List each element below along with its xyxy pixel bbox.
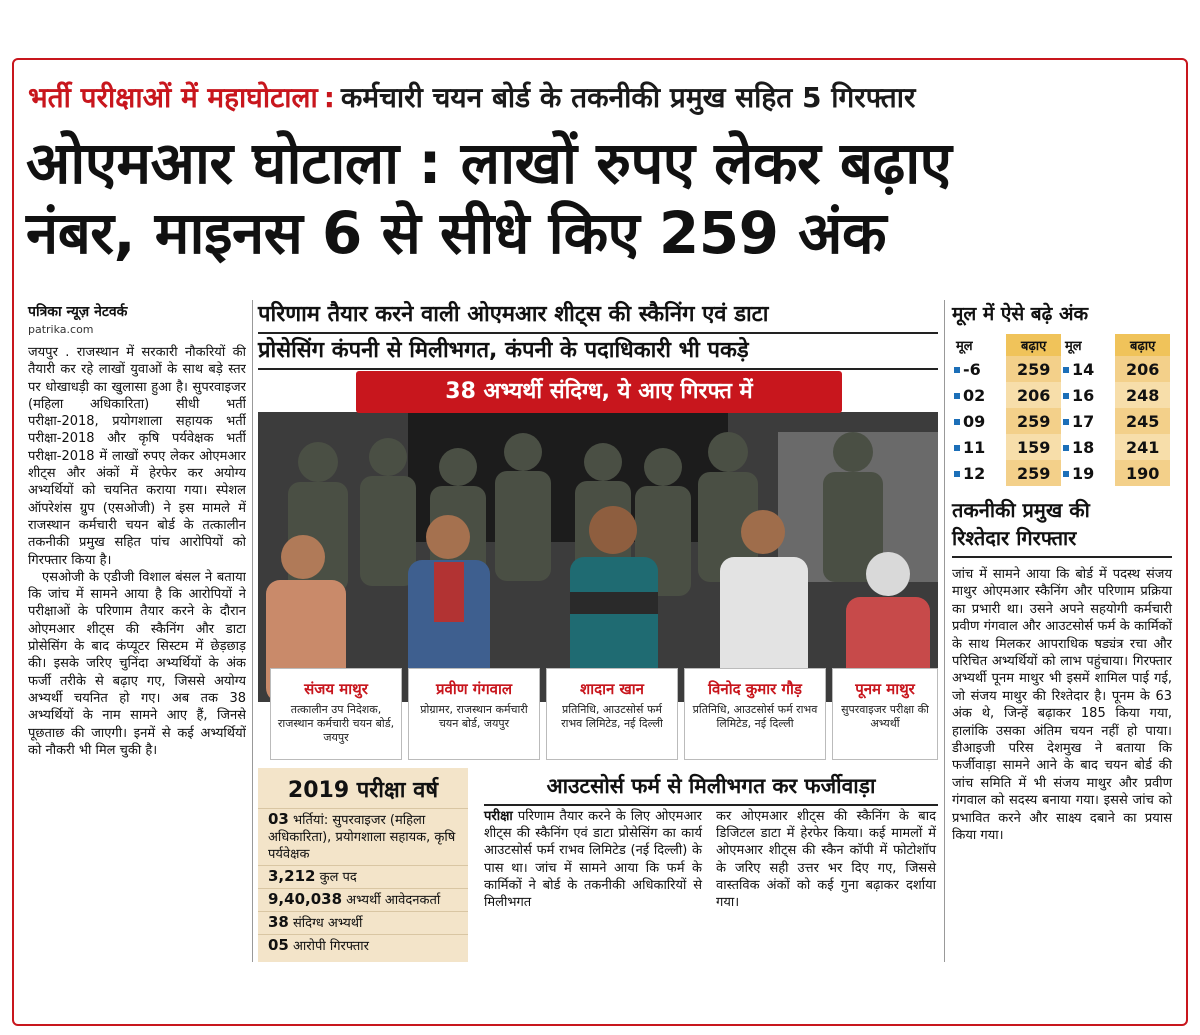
marks-original: 19: [1071, 463, 1095, 483]
marks-original: 12: [963, 463, 986, 483]
marks-increased: 241: [1115, 434, 1170, 460]
arrest-photo-illustration: [258, 412, 938, 702]
left-paragraph-1: जयपुर . राजस्थान में सरकारी नौकरियों की तैयारी कर रहे लाखों युवाओं के साथ बड़े स्तर पर धोखाधड़ी का खुलासा हुआ है। सुपरवाइजर (महिला अधिकारिता) सीधी भर्ती परीक्षा-2018, प्रयोगशाला सहायक भर्ती परीक्षा-2018 और कृषि पर्यवेक्षक भर्ती परीक्षा-2018 में लाखों रुपए लेकर ओएमआर शीट्स और अंकों में हेरफेर कर अयोग्य अभ्यर्थियों को चयनित कराया गया। स्पेशल ऑपरेशंस ग्रुप (एसओजी) ने इस मामले में राजस्थान कर्मचारी चयन बोर्ड के तत्कालीन तकनीकी प्रमुख सहित पांच आरोपियों को गिरफ्तार किया है।: [28, 345, 246, 568]
headline: [26, 128, 1176, 268]
bullet-icon: [954, 393, 960, 399]
right-column-title: [952, 496, 1172, 558]
marks-increased: 159: [1006, 434, 1061, 460]
right-column-body: जांच में सामने आया कि बोर्ड में पदस्थ संजय माथुर ओएमआर स्कैनिंग और परिणाम प्रक्रिया का प्रभारी था। उसने अपने सहयोगी कर्मचारी प्रवीण गंगवाल और आउटसोर्स फर्म के कार्मिकों के साथ मिलकर आपराधिक षड्यंत्र रचा और परिचित अभ्यर्थियों को लाभ पहुंचाया। गिरफ्तार अभ्यर्थी पूनम माथुर भी इसमें शामिल पाई गई, जो संजय माथुर की रिश्तेदार है। पूनम के 63 अंक थे, जिन्हें बढ़ाकर 185 किया गया, हालांकि उसका अंतिम चयन नहीं हो पाया। डीआइजी परिस देशमुख ने बताया कि फर्जीवाड़ा सामने आने के बाद चयन बोर्ड की जांच समिति में भी संजय माथुर और प्रवीण गंगवाल को सदस्य बनाया गया। इससे जांच को प्रभावित करने और साक्ष्य दबाने का प्रयास किया गया।: [952, 567, 1172, 844]
marks-increased: 245: [1115, 408, 1170, 434]
marks-header-original: मूल: [952, 334, 1006, 356]
marks-increased: 206: [1006, 382, 1061, 408]
stats-title: 2019 परीक्षा वर्ष: [287, 778, 439, 803]
kicker: [28, 78, 1178, 120]
stats-label: कुल पद: [319, 870, 357, 885]
stats-number: 05: [268, 936, 289, 954]
accused-desc: प्रतिनिधि, आउटसोर्स फर्म राभव लिमिटेड, नई दिल्ली: [561, 703, 663, 730]
accused-name: विनोद कुमार गौड़: [708, 680, 802, 698]
accused-card: [408, 668, 540, 760]
outsource-text-1: परिणाम तैयार करने के लिए ओएमआर शीट्स की स्कैनिंग एवं डाटा प्रोसेसिंग का कार्य आउटसोर्स फर्म राभव लिमिटेड (नई दिल्ली) के पास था। जांच में सामने आया कि फर्म के कार्मिकों ने बोर्ड के तकनीकी अधिकारियों से मिलीभगत: [484, 809, 702, 911]
marks-increased: 259: [1006, 408, 1061, 434]
accused-card: [832, 668, 938, 760]
accused-card: [546, 668, 678, 760]
kicker-separator: :: [323, 81, 335, 114]
bullet-icon: [1063, 445, 1069, 451]
byline: [28, 302, 248, 336]
stats-number: 9,40,038: [268, 890, 343, 908]
accused-name: पूनम माथुर: [855, 680, 915, 698]
sub-headline-line-1: परिणाम तैयार करने वाली ओएमआर शीट्स की स्कैनिंग एवं डाटा: [258, 298, 938, 334]
marks-row: [952, 408, 1170, 434]
bullet-icon: [1063, 471, 1069, 477]
bullet-icon: [954, 419, 960, 425]
accused-desc: तत्कालीन उप निदेशक, राजस्थान कर्मचारी चयन बोर्ड, जयपुर: [277, 703, 395, 744]
marks-original: 14: [1071, 359, 1095, 379]
stats-row: [258, 911, 468, 934]
accused-name: प्रवीण गंगवाल: [435, 680, 513, 698]
kicker-text: कर्मचारी चयन बोर्ड के तकनीकी प्रमुख सहित 5 गिरफ्तार: [340, 81, 916, 114]
bullet-icon: [1063, 419, 1069, 425]
marks-header-original: मूल: [1061, 334, 1115, 356]
kicker-highlight: भर्ती परीक्षाओं में महाघोटाला: [28, 81, 318, 114]
marks-increased: 190: [1115, 460, 1170, 486]
bullet-icon: [954, 367, 960, 373]
marks-increased: 259: [1006, 460, 1061, 486]
stats-row: [258, 888, 468, 911]
stats-row: [258, 808, 468, 865]
accused-card: [684, 668, 826, 760]
marks-original: 18: [1071, 437, 1095, 457]
stats-row: [258, 865, 468, 888]
bullet-icon: [954, 471, 960, 477]
column-divider: [944, 300, 945, 962]
marks-increased: 206: [1115, 356, 1170, 382]
headline-line-2: नंबर, माइनस 6 से सीधे किए 259 अंक: [26, 199, 887, 267]
accused-desc: प्रोग्रामर, राजस्थान कर्मचारी चयन बोर्ड, जयपुर: [420, 703, 528, 730]
marks-original: -6: [963, 359, 981, 379]
marks-table-title: मूल में ऐसे बढ़े अंक: [952, 303, 1089, 325]
headline-line-1: ओएमआर घोटाला : लाखों रुपए लेकर बढ़ाए: [26, 129, 952, 197]
stats-label: भर्तियां: सुपरवाइजर (महिला अधिकारिता), प्रयोगशाला सहायक, कृषि पर्यवेक्षक: [268, 813, 456, 862]
outsource-lead: परीक्षा: [484, 809, 513, 824]
sub-headline: [258, 298, 938, 370]
bullet-icon: [954, 445, 960, 451]
stats-box: [258, 768, 468, 962]
stats-number: 3,212: [268, 867, 316, 885]
marks-increased: 259: [1006, 356, 1061, 382]
stats-label: अभ्यर्थी आवेदनकर्ता: [346, 893, 441, 908]
stats-label: आरोपी गिरफ्तार: [293, 939, 369, 954]
byline-network: पत्रिका न्यूज़ नेटवर्क: [28, 304, 128, 320]
marks-row: [952, 460, 1170, 486]
marks-original: 02: [963, 385, 986, 405]
photo-banner: 38 अभ्यर्थी संदिग्ध, ये आए गिरफ्त में: [356, 371, 842, 413]
bullet-icon: [1063, 367, 1069, 373]
marks-original: 17: [1071, 411, 1095, 431]
outsource-column-2: कर ओएमआर शीट्स की स्कैनिंग के बाद डिजिटल डाटा में हेरफेर किया। कई मामलों में ओएमआर शीट्स की स्कैन कॉपी में फोटोशॉप के जरिए सही उत्तर भर दिए गए, जिससे वास्तविक अंकों को कई गुना बढ़ाकर दर्शाया गया।: [716, 809, 936, 911]
marks-table: [952, 334, 1170, 486]
accused-name: शादान खान: [580, 680, 644, 698]
left-paragraph-2: एसओजी के एडीजी विशाल बंसल ने बताया कि जांच में सामने आया है कि आरोपियों ने परीक्षाओं के परिणाम तैयार करने के दौरान ओएमआर शीट्स की स्कैनिंग और डाटा प्रोसेसिंग के बाद कंप्यूटर सिस्टम में छेड़छाड़ की। इसके जरिए चुनिंदा अभ्यर्थियों के अंक फर्जी तरीके से बढ़ाए गए, जिससे अयोग्य अभ्यर्थी चयनित हो गए। अब तक 38 अभ्यर्थियों के नाम सामने आए हैं, जिनसे पूछताछ की जाएगी। इनमें से कई अभ्यर्थियों को नौकरी भी मिल चुकी है।: [28, 569, 246, 758]
accused-desc: सुपरवाइजर परीक्षा की अभ्यर्थी: [841, 703, 929, 730]
stats-number: 03: [268, 810, 289, 828]
marks-original: 11: [963, 437, 986, 457]
right-title-line-1: तकनीकी प्रमुख की: [952, 498, 1090, 522]
column-divider: [252, 300, 253, 962]
byline-site: patrika.com: [28, 323, 94, 336]
accused-desc: प्रतिनिधि, आउटसोर्स फर्म राभव लिमिटेड, नई दिल्ली: [692, 703, 818, 730]
right-title-line-2: रिश्तेदार गिरफ्तार: [952, 526, 1077, 550]
accused-names: [270, 668, 938, 764]
stats-label: संदिग्ध अभ्यर्थी: [293, 916, 363, 931]
marks-original: 09: [963, 411, 986, 431]
marks-header-increased: बढ़ाए: [1115, 334, 1170, 356]
outsource-title: आउटसोर्स फर्म से मिलीभगत कर फर्जीवाड़ा: [484, 772, 938, 806]
sub-headline-line-2: प्रोसेसिंग कंपनी से मिलीभगत, कंपनी के पदाधिकारी भी पकड़े: [258, 334, 938, 370]
stats-number: 38: [268, 913, 289, 931]
marks-row: [952, 382, 1170, 408]
bullet-icon: [1063, 393, 1069, 399]
marks-row: [952, 356, 1170, 382]
marks-header-increased: बढ़ाए: [1006, 334, 1061, 356]
stats-row: [258, 934, 468, 957]
accused-name: संजय माथुर: [304, 680, 368, 698]
marks-original: 16: [1071, 385, 1095, 405]
marks-increased: 248: [1115, 382, 1170, 408]
left-column: [28, 344, 246, 964]
arrest-photo: [258, 412, 938, 702]
marks-row: [952, 434, 1170, 460]
accused-card: [270, 668, 402, 760]
outsource-column-1: [484, 808, 702, 911]
